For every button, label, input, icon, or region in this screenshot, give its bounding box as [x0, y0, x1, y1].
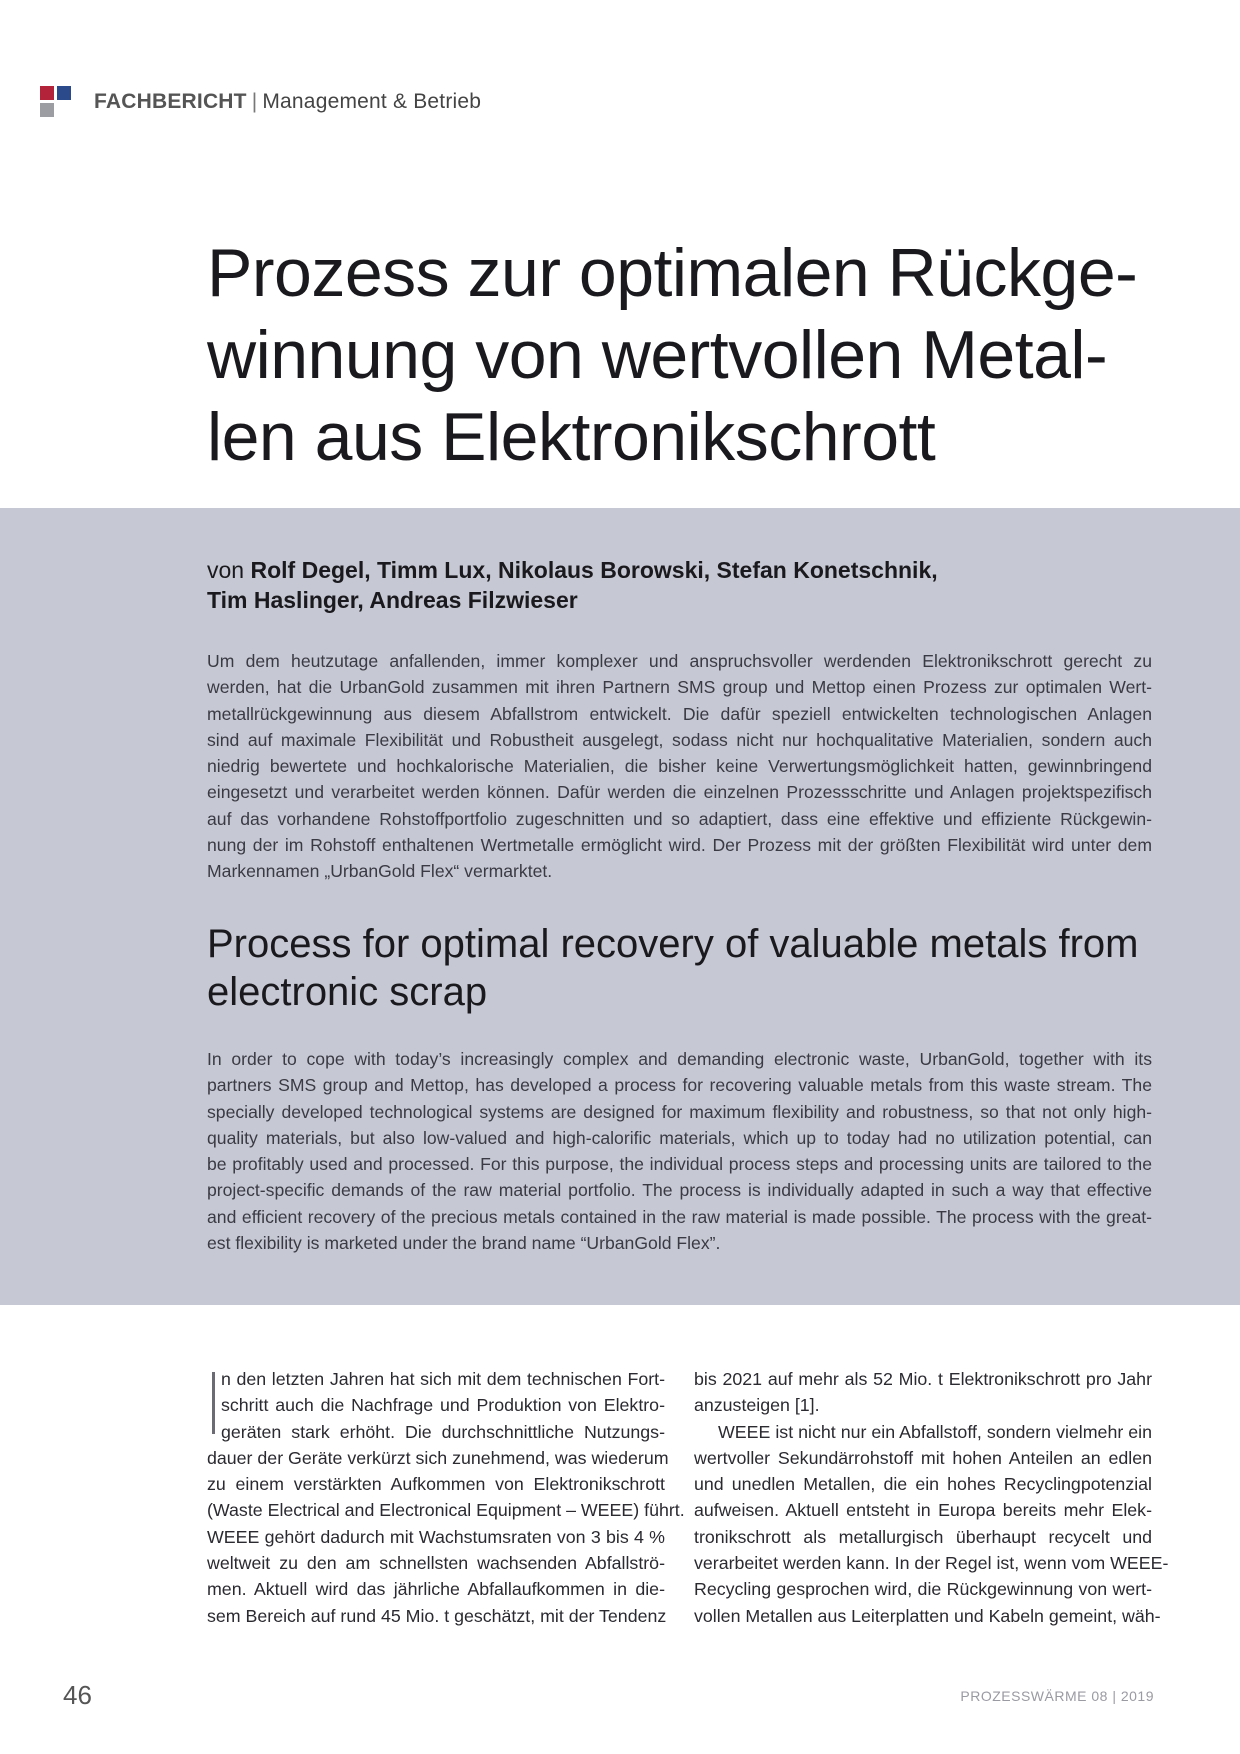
body-line: zu einem verstärkten Aufkommen von Elektronikschrott: [207, 1474, 665, 1495]
body-column-left: [207, 1366, 685, 1629]
abstract-line: est flexibility is marketed under the brand name “UrbanGold Flex”.: [207, 1233, 721, 1254]
abstract-line: project-specific demands of the raw material portfolio. The process is individually adapted in such a way that effective: [207, 1180, 1152, 1201]
abstract-english: [207, 1046, 1152, 1256]
abstract-line: auf das vorhandene Rohstoffportfolio zugeschnitten und so adaptiert, dass eine effektive und effiziente Rückgewin-: [207, 808, 1152, 829]
abstract-line: eingesetzt und verarbeitet werden können. Dafür werden die einzelnen Prozessschritte und Anlagen projektspezifisch: [207, 782, 1152, 803]
byline-prefix: von: [207, 557, 251, 583]
body-line: Recycling gesprochen wird, die Rückgewinnung von wert-: [694, 1579, 1152, 1600]
abstract-line: Um dem heutzutage anfallenden, immer komplexer und anspruchsvoller werdenden Elektronikschrott gerecht zu: [207, 651, 1152, 671]
abstract-line: quality materials, but also low-valued and high-calorific materials, which up to today had no utilization potential, can: [207, 1127, 1152, 1148]
body-line: n den letzten Jahren hat sich mit dem technischen Fort-: [221, 1369, 665, 1389]
body-line: men. Aktuell wird das jährliche Abfallaufkommen in die-: [207, 1579, 665, 1600]
body-line: sem Bereich auf rund 45 Mio. t geschätzt, mit der Tendenz: [207, 1605, 667, 1626]
abstract-line: specially developed technological systems are designed for maximum flexibility and robustness, so that not only high-: [207, 1101, 1152, 1122]
body-column-right: [694, 1366, 1169, 1629]
title-line: winnung von wertvollen Metal-: [207, 317, 1108, 393]
article-title: [207, 232, 1167, 478]
header-separator: |: [251, 90, 258, 113]
body-line: WEEE ist nicht nur ein Abfallstoff, sondern vielmehr ein: [718, 1421, 1152, 1442]
body-line: weltweit zu den am schnellsten wachsenden Abfallströ-: [207, 1553, 665, 1574]
page-header: [40, 86, 481, 118]
body-line: WEEE gehört dadurch mit Wachstumsraten von 3 bis 4 %: [207, 1526, 665, 1547]
abstract-line: metallrückgewinnung aus diesem Abfallstrom entwickelt. Die dafür speziell entwickelten technologischen Anlagen: [207, 703, 1152, 724]
magazine-logo-icon: [40, 86, 72, 118]
body-line: (Waste Electrical and Electronical Equipment – WEEE) führt.: [207, 1500, 685, 1521]
abstract-line: sind auf maximale Flexibilität und Robustheit ausgelegt, sodass nicht nur hochqualitative Materialien, sondern auch: [207, 729, 1152, 750]
section-name: Management & Betrieb: [262, 90, 482, 113]
abstract-german: [207, 648, 1152, 885]
author-byline: [207, 555, 1167, 615]
english-title-line: Process for optimal recovery of valuable metals from: [207, 922, 1139, 966]
authors-line: Tim Haslinger, Andreas Filzwieser: [207, 587, 578, 613]
page-number: 46: [63, 1680, 92, 1710]
body-line: wertvoller Sekundärrohstoff mit hohen Anteilen an edlen: [694, 1447, 1152, 1468]
abstract-line: and efficient recovery of the precious metals contained in the raw material is made possible. The process with the great-: [207, 1206, 1152, 1227]
body-line: verarbeitet werden kann. In der Regel ist, wenn vom WEEE-: [694, 1553, 1169, 1574]
abstract-line: nung der im Rohstoff enthaltenen Wertmetalle ermöglicht wird. Der Prozess mit der größten Flexibilität wird unter dem: [207, 835, 1152, 856]
abstract-line: partners SMS group and Mettop, has developed a process for recovering valuable metals from this waste stream. The: [207, 1075, 1152, 1096]
body-line: tronikschrott als metallurgisch überhaupt recycelt und: [694, 1526, 1152, 1547]
authors-line: Rolf Degel, Timm Lux, Nikolaus Borowski, Stefan Konetschnik,: [250, 557, 938, 583]
english-title-line: electronic scrap: [207, 970, 488, 1014]
body-line: schritt auch die Nachfrage und Produktion von Elektro-: [221, 1395, 665, 1416]
journal-issue: PROZESSWÄRME 08 | 2019: [960, 1688, 1154, 1704]
body-line: und unedlen Metallen, die ein hohes Recyclingpotenzial: [694, 1474, 1152, 1495]
abstract-line: be profitably used and processed. For this purpose, the individual process steps and processing units are tailored to the: [207, 1154, 1152, 1175]
body-line: vollen Metallen aus Leiterplatten und Kabeln gemeint, wäh-: [694, 1605, 1161, 1626]
body-line: geräten stark erhöht. Die durchschnittliche Nutzungs-: [221, 1421, 665, 1442]
body-line: dauer der Geräte verkürzt sich zunehmend, was wiederum: [207, 1447, 669, 1468]
english-title: [207, 920, 1167, 1016]
section-label: [94, 90, 481, 114]
title-line: Prozess zur optimalen Rückge-: [207, 235, 1138, 311]
body-line: bis 2021 auf mehr als 52 Mio. t Elektronikschrott pro Jahr: [694, 1369, 1152, 1389]
category-label: FACHBERICHT: [94, 90, 247, 113]
title-line: len aus Elektronikschrott: [207, 399, 936, 475]
abstract-line: niedrig bewertete und hochkalorische Materialien, die bisher keine Verwertungsmöglichkeit hatten, gewinnbringend: [207, 756, 1152, 777]
abstract-line: In order to cope with today’s increasingly complex and demanding electronic waste, UrbanGold, together with its: [207, 1049, 1152, 1069]
body-line: aufweisen. Aktuell entsteht in Europa bereits mehr Elek-: [694, 1500, 1152, 1521]
abstract-line: werden, hat die UrbanGold zusammen mit ihren Partnern SMS group und Mettop einen Prozess zur optimalen Wert-: [207, 677, 1152, 698]
abstract-line: Markennamen „UrbanGold Flex“ vermarktet.: [207, 861, 553, 882]
body-line: anzusteigen [1].: [694, 1395, 820, 1416]
